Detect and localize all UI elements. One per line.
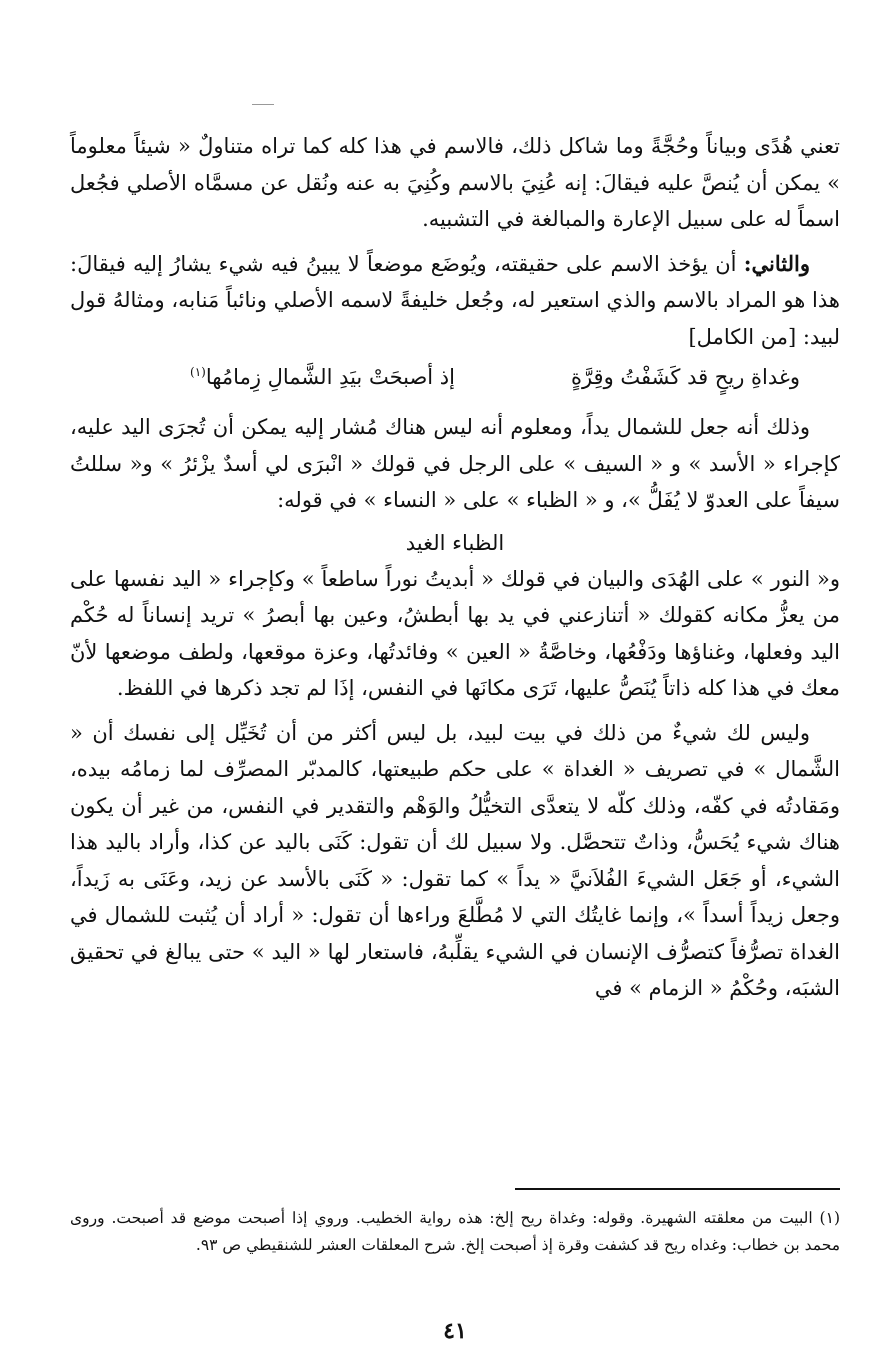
book-page [70, 0, 840, 1362]
paragraph-1: تعني هُدًى وبياناً وحُجَّةً وما شاكل ذلك، فالاسم في هذا كله كما تراه متناولٌ « شيئاً معلوماً » يمكن أن يُنصَّ عليه فيقالَ: إنه عُنِيَ بالاسم وكُنِيَ به عنه ونُقل عن مسمَّاه الأصلي فجُعل اسماً له على سبيل الإعارة والمبالغة في التشبيه. [70, 134, 840, 231]
footnote-marker: (١) [190, 365, 206, 379]
main-text [70, 128, 840, 1007]
poem-verse [70, 365, 840, 401]
verse-hemistich-2 [190, 365, 455, 389]
footnote-separator [515, 1188, 840, 1190]
verse-hemistich-2-text: إذ أصبحَتْ بيَدِ الشَّمالِ زِمامُها [205, 365, 455, 389]
footnotes [70, 1205, 840, 1259]
centered-quote: الظباء الغيد [405, 530, 505, 555]
paragraph-2-lead: والثاني: [743, 250, 810, 276]
print-mark [252, 104, 274, 105]
paragraph-2-text: أن يؤخذ الاسم على حقيقته، ويُوضَع موضعاً لا يبينُ فيه شيء يشارُ إليه فيقالَ: هذا هو المراد بالاسم والذي استعير له، وجُعل خليفةً لاسمه الأصلي ونائباً مَنابه، ومثالهُ قول لبيد: [من الكامل] [70, 251, 840, 349]
paragraph-3: وذلك أنه جعل للشمال يداً، ومعلوم أنه ليس هناك مُشار إليه يمكن أن تُجرَى اليد عليه، كإجراء « الأسد » و « السيف » على الرجل في قولك « انْبرَى لي أسدٌ يزْئرُ » و« سللتُ سيفاً على العدوّ لا يُفَلُّ »، و « الظباء » على « النساء » في قوله: [70, 415, 840, 512]
paragraph-5: وليس لك شيءٌ من ذلك في بيت لبيد، بل ليس أكثر من أن تُخَيِّل إلى نفسك أن « الشَّمال » في تصريف « الغداة » على حكم طبيعتها، كالمدبّر المصرِّف لما زمامُه بيده، ومَقادتُه في كفّه، وذلك كلّه لا يتعدَّى التخيُّلُ والوَهْم والتقدير في النفس، من غير أن يكون هناك شيء يُحَسُّ، وذاتٌ تتحصَّل. ولا سبيل لك أن تقول: كَنَى باليد عن كذا، وأراد باليد هذا الشيء، أو جَعَل الشيءَ الفُلاَنيَّ « يداً » كما تقول: « كَنَى بالأسد عن زيد، وعَنَى به زَيداً، وجعل زيداً أسداً »، وإنما غايتُك التي لا مُطَّلعَ وراءها أن تقول: « أراد أن يُثبت للشمال في الغداة تصرُّفاً كتصرُّف الإنسان في الشيء يقلِّبهُ، فاستعار لها « اليد » حتى يبالغ في تحقيق الشبَه، وحُكْمُ « الزمام » في [70, 720, 840, 1000]
page-number: ٤١ [443, 1318, 467, 1344]
paragraph-4: و« النور » على الهُدَى والبيان في قولك « أبديتُ نوراً ساطعاً » وكإجراء « اليد نفسها على من يعزُّ مكانه كقولك « أتنازعني في يد بها أبطشُ، وعين بها أبصرُ » تريد إنساناً له حُكْم اليد وفعلها، وغناؤها ودَفْعُها، وخاصَّةُ « العين » وفائدتُها، وعزة موقعها، ولطف موضعها لأنّ معك في هذا كله ذاتاً يُنَصُّ عليها، تَرَى مكانَها في النفس، إذَا لم تجد ذكرها في اللفظ. [70, 566, 840, 700]
footnote-1: (١) البيت من معلقته الشهيرة. وقوله: وغداة ريح إلخ: هذه رواية الخطيب. وروي إذا أصبحت موضع قد أصبحت. وروى محمد بن خطاب: وغداه ريح قد كشفت وقرة إذ أصبحت إلخ. شرح المعلقات العشر للشنقيطي ص ٩٣. [70, 1209, 840, 1254]
verse-hemistich-1: وغداةِ ريحٍ قد كَشَفْتُ وقِرَّةٍ [570, 365, 800, 389]
paragraph-2 [70, 246, 840, 356]
